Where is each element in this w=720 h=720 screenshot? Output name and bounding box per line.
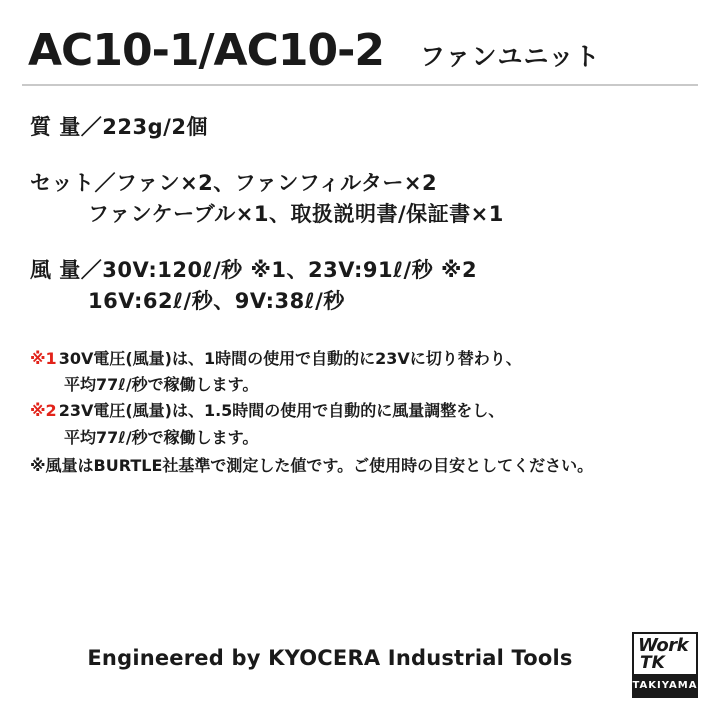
note-continuation: 平均77ℓ/秒で稼働します。 xyxy=(64,427,259,447)
spec-line: ファンケーブル×1、取扱説明書/保証書×1 xyxy=(88,202,504,227)
header xyxy=(22,0,698,86)
spec-line: セット／ファン×2、ファンフィルター×2 xyxy=(30,170,438,195)
product-name: ファンユニット xyxy=(419,42,601,71)
logo-tk-text: TK xyxy=(640,653,665,673)
notes-list xyxy=(22,342,698,480)
spec-line: 風 量／30V:120ℓ/秒 ※1、23V:91ℓ/秒 ※2 xyxy=(30,257,478,282)
model-code: AC10-1/AC10-2 xyxy=(28,25,384,76)
note-marker: ※1 xyxy=(30,348,57,368)
logo-wordmark xyxy=(634,634,696,674)
spec-list xyxy=(22,86,698,318)
note-row xyxy=(30,398,698,424)
engineered-by-text: Engineered by KYOCERA Industrial Tools xyxy=(87,646,573,670)
note-text: 30V電圧(風量)は、1時間の使用で自動的に23Vに切り替わり、 xyxy=(58,348,522,368)
worktk-logo xyxy=(632,632,698,698)
spec-block-airflow xyxy=(30,255,698,318)
spec-block-weight xyxy=(30,112,698,144)
logo-takiyama-text: TAKIYAMA xyxy=(634,674,696,696)
note-marker: ※2 xyxy=(30,401,57,421)
note-continuation: 平均77ℓ/秒で稼働します。 xyxy=(64,375,259,395)
note-row xyxy=(30,346,698,372)
note-measurement-standard: ※風量はBURTLE社基準で測定した値です。ご使用時の目安としてください。 xyxy=(30,456,594,476)
logo-work-text: Work xyxy=(638,635,689,656)
spec-block-set xyxy=(30,168,698,231)
note-text: 23V電圧(風量)は、1.5時間の使用で自動的に風量調整をし、 xyxy=(58,401,505,421)
footer xyxy=(0,632,720,702)
spec-line: 16V:62ℓ/秒、9V:38ℓ/秒 xyxy=(88,289,345,314)
spec-line: 質 量／223g/2個 xyxy=(30,115,208,140)
